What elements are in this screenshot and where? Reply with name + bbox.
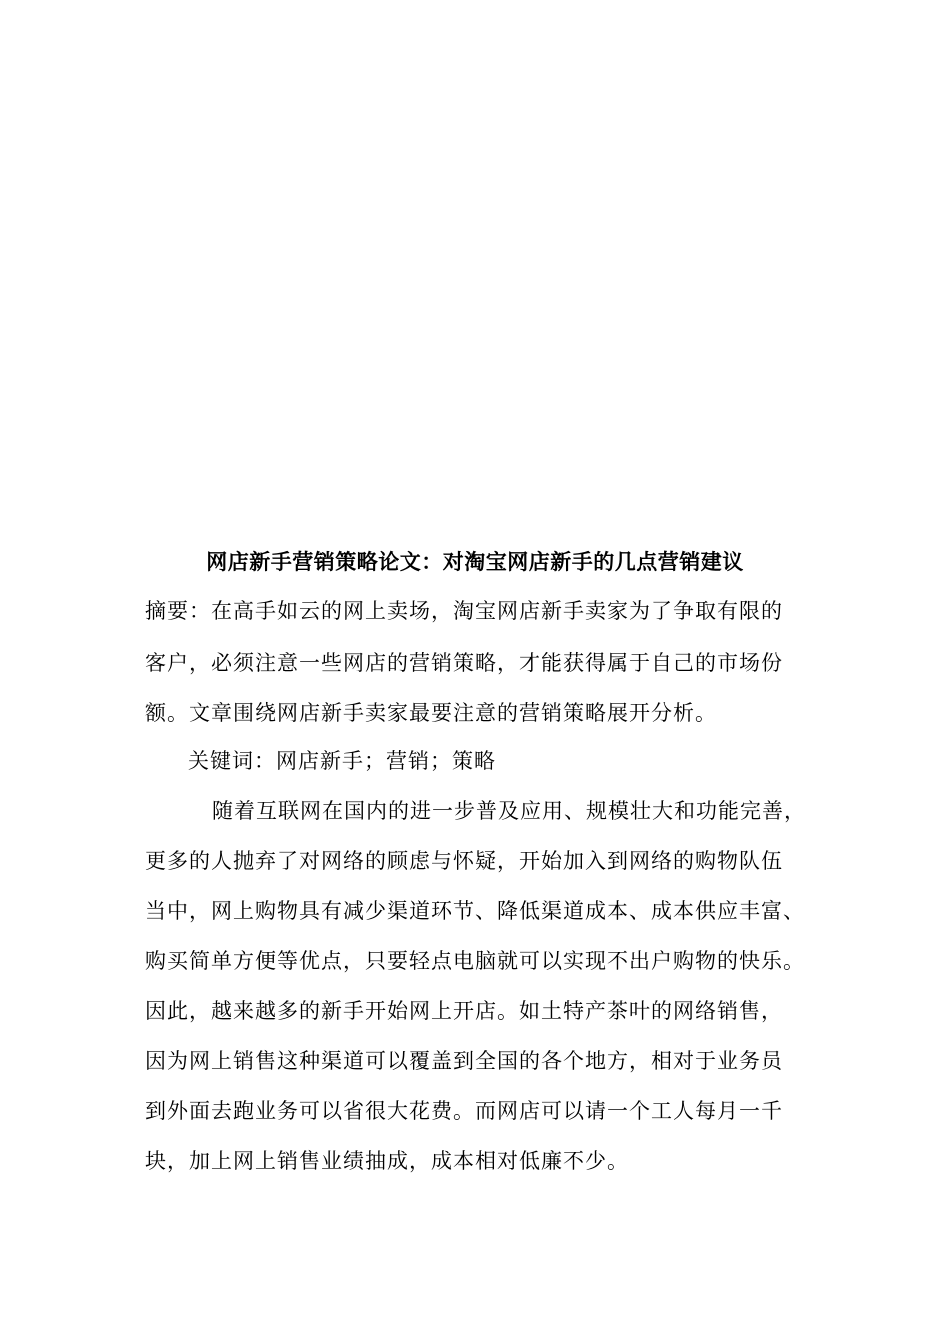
body-line-3: 当中，网上购物具有减少渠道环节、降低渠道成本、成本供应丰富、 [145, 899, 805, 923]
abstract-line-3: 额。文章围绕网店新手卖家最要注意的营销策略展开分析。 [145, 701, 717, 725]
body-line-8: 块，加上网上销售业绩抽成，成本相对低廉不少。 [145, 1149, 629, 1173]
body-line-5: 因此，越来越多的新手开始网上开店。如土特产茶叶的网络销售， [145, 999, 783, 1023]
abstract-line-1: 摘要：在高手如云的网上卖场，淘宝网店新手卖家为了争取有限的 [145, 599, 783, 623]
body-line-1: 随着互联网在国内的进一步普及应用、规模壮大和功能完善， [212, 799, 806, 823]
keywords-line: 关键词：网店新手；营销；策略 [188, 749, 496, 773]
body-line-2: 更多的人抛弃了对网络的顾虑与怀疑，开始加入到网络的购物队伍 [145, 849, 783, 873]
abstract-line-2: 客户，必须注意一些网店的营销策略，才能获得属于自己的市场份 [145, 651, 783, 675]
document-title: 网店新手营销策略论文：对淘宝网店新手的几点营销建议 [206, 549, 744, 574]
body-line-7: 到外面去跑业务可以省很大花费。而网店可以请一个工人每月一千 [145, 1099, 783, 1123]
body-line-4: 购买简单方便等优点，只要轻点电脑就可以实现不出户购物的快乐。 [145, 949, 805, 973]
body-line-6: 因为网上销售这种渠道可以覆盖到全国的各个地方，相对于业务员 [145, 1049, 783, 1073]
